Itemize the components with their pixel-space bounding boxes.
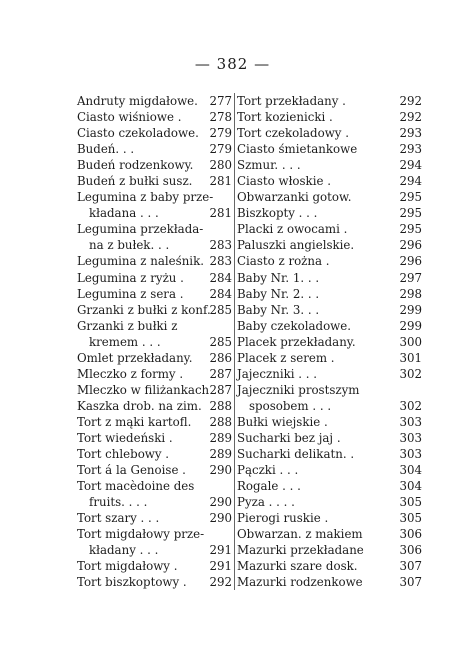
entry-title: na z bułek. . . [89, 238, 170, 253]
index-entry [237, 350, 422, 366]
entry-title: kładana . . . [89, 206, 159, 221]
entry-page: 305 [399, 511, 422, 526]
index-entry [77, 205, 232, 221]
entry-title: Bułki wiejskie . [237, 414, 328, 429]
index-entry [237, 334, 422, 350]
entry-title: Tort przekładany . [237, 94, 346, 108]
entry-title: Grzanki z bułki z konf. [77, 302, 211, 317]
index-entry [77, 398, 232, 414]
index-entry [77, 526, 232, 542]
entry-title: Tort czekoladowy . [237, 126, 349, 141]
entry-title: Jajeczniki prostszym [237, 382, 360, 397]
index-entry [237, 205, 422, 221]
entry-page: 291 [209, 559, 232, 574]
entry-page: 279 [209, 126, 232, 141]
index-entry [77, 318, 232, 334]
entry-page: 294 [399, 158, 422, 173]
entry-title: Tort migdałowy . [77, 559, 178, 574]
entry-page: 303 [399, 447, 422, 462]
entry-page: 279 [209, 142, 232, 157]
index-entry [237, 382, 422, 398]
entry-page: 281 [209, 174, 232, 189]
index-entry [237, 366, 422, 382]
index-entry [237, 286, 422, 302]
entry-page: 302 [399, 366, 422, 381]
entry-title: Legumina z baby prze- [77, 190, 214, 205]
entry-title: Pierogi ruskie . [237, 511, 329, 526]
entry-title: Tort biszkoptowy . [77, 575, 187, 590]
entry-title: Tort wiedeński . [77, 430, 173, 445]
entry-page: 303 [399, 430, 422, 445]
index-entry [237, 494, 422, 510]
entry-page: 296 [399, 254, 422, 269]
index-entry [237, 526, 422, 542]
entry-page: 295 [399, 206, 422, 221]
entry-page: 281 [209, 206, 232, 221]
entry-page: 286 [209, 350, 232, 365]
entry-title: Biszkopty . . . [237, 206, 318, 221]
entry-page: 293 [399, 142, 422, 157]
entry-title: Legumina przekłada- [77, 222, 204, 237]
index-entry [77, 462, 232, 478]
entry-page: 294 [399, 174, 422, 189]
entry-page: 296 [399, 238, 422, 253]
entry-title: Mazurki szare dosk. [237, 559, 358, 574]
index-entry [77, 558, 232, 574]
index-entry [77, 253, 232, 269]
entry-page: 284 [209, 270, 232, 285]
entry-page: 300 [399, 334, 422, 349]
entry-title: Placki z owocami . [237, 222, 348, 237]
entry-page: 298 [399, 286, 422, 301]
entry-title: Tort chlebowy . [77, 447, 170, 462]
index-entry [237, 109, 422, 125]
entry-page: 288 [209, 414, 232, 429]
index-entry [77, 302, 232, 318]
entry-title: Grzanki z bułki z [77, 318, 178, 333]
entry-page: 284 [209, 286, 232, 301]
index-entry [77, 270, 232, 286]
entry-page: 291 [209, 543, 232, 558]
entry-page: 285 [209, 334, 232, 349]
entry-title: Placek z serem . [237, 350, 335, 365]
index-entry [237, 93, 422, 109]
entry-page: 289 [209, 430, 232, 445]
index-entry [77, 109, 232, 125]
index-entry [237, 189, 422, 205]
index-entry [237, 558, 422, 574]
index-entry [237, 237, 422, 253]
entry-title: Tort macèdoine des [77, 479, 195, 494]
entry-page: 285 [209, 302, 232, 317]
index-entry [237, 510, 422, 526]
entry-title: sposobem . . . [249, 398, 332, 413]
entry-title: kremem . . . [89, 334, 161, 349]
entry-title: Tort z mąki kartofl. [77, 414, 192, 429]
index-entry [237, 318, 422, 334]
entry-title: Legumina z naleśnik. [77, 254, 204, 269]
entry-title: Omlet przekładany. [77, 350, 193, 365]
index-entry [77, 286, 232, 302]
entry-page: 290 [209, 495, 232, 510]
index-entry [77, 221, 232, 237]
index-entry [237, 173, 422, 189]
entry-title: Budeń z bułki susz. [77, 174, 193, 189]
index-entry [77, 446, 232, 462]
entry-page: 293 [399, 126, 422, 141]
entry-title: Ciasto z rożna . [237, 254, 330, 269]
entry-title: kładany . . . [89, 543, 159, 558]
entry-title: Ciasto włoskie . [237, 174, 331, 189]
index-entry [237, 446, 422, 462]
entry-title: Kaszka drob. na zim. [77, 398, 202, 413]
entry-page: 304 [399, 463, 422, 478]
entry-title: Ciasto śmietankowe [237, 142, 358, 157]
entry-title: Pączki . . . [237, 463, 299, 478]
index-entry [237, 478, 422, 494]
entry-page: 292 [399, 94, 422, 108]
entry-page: 278 [209, 110, 232, 125]
index-entry [237, 542, 422, 558]
entry-page: 297 [399, 270, 422, 285]
entry-page: 277 [209, 94, 232, 108]
index-entry [237, 398, 422, 414]
index-entry [237, 302, 422, 318]
index-entry [77, 430, 232, 446]
entry-title: Mleczko w filiżankach [77, 382, 210, 397]
entry-title: fruits. . . . [89, 495, 148, 510]
entry-page: 287 [209, 366, 232, 381]
entry-page: 302 [399, 398, 422, 413]
entry-page: 301 [399, 350, 422, 365]
entry-page: 299 [399, 302, 422, 317]
entry-page: 283 [209, 254, 232, 269]
index-entry [77, 510, 232, 526]
entry-title: Tort szary . . . [77, 511, 160, 526]
right-column [234, 93, 422, 590]
entry-title: Legumina z sera . [77, 286, 184, 301]
index-entry [77, 366, 232, 382]
entry-page: 307 [399, 575, 422, 590]
entry-page: 292 [399, 110, 422, 125]
entry-title: Placek przekładany. [237, 334, 356, 349]
index-entry [77, 334, 232, 350]
entry-title: Rogale . . . [237, 479, 301, 494]
entry-title: Szmur. . . . [237, 158, 301, 173]
entry-title: Mleczko z formy . [77, 366, 184, 381]
entry-title: Jajeczniki . . . [237, 366, 318, 381]
entry-title: Baby Nr. 1. . . [237, 270, 320, 285]
entry-title: Tort migdałowy prze- [77, 527, 205, 542]
index-entry [77, 478, 232, 494]
index-entry [77, 125, 232, 141]
entry-page: 306 [399, 543, 422, 558]
index-entry [237, 270, 422, 286]
index-entry [237, 430, 422, 446]
index-entry [237, 253, 422, 269]
entry-page: 306 [399, 527, 422, 542]
left-column [77, 93, 232, 590]
entry-title: Andruty migdałowe. [77, 94, 198, 108]
entry-page: 299 [399, 318, 422, 333]
entry-title: Paluszki angielskie. [237, 238, 355, 253]
entry-title: Legumina z ryżu . [77, 270, 184, 285]
index-entry [237, 157, 422, 173]
entry-title: Budeń. . . [77, 142, 135, 157]
index-entry [77, 574, 232, 590]
index-entry [237, 141, 422, 157]
entry-title: Ciasto czekoladowe. [77, 126, 199, 141]
entry-title: Tort kozienicki . [237, 110, 333, 125]
index-entry [237, 414, 422, 430]
entry-page: 305 [399, 495, 422, 510]
index-entry [237, 462, 422, 478]
index-entry [77, 157, 232, 173]
index-entry [77, 237, 232, 253]
index-entry [77, 494, 232, 510]
index-entry [77, 93, 232, 109]
entry-title: Pyza . . . . [237, 495, 295, 510]
index-entry [77, 173, 232, 189]
entry-title: Baby Nr. 2. . . [237, 286, 320, 301]
entry-title: Mazurki rodzenkowe [237, 575, 363, 590]
entry-page: 290 [209, 511, 232, 526]
entry-page: 289 [209, 447, 232, 462]
entry-title: Ciasto wiśniowe . [77, 110, 182, 125]
entry-title: Sucharki delikatn. . [237, 447, 355, 462]
entry-page: 303 [399, 414, 422, 429]
entry-page: 287 [209, 382, 232, 397]
entry-title: Mazurki przekładane [237, 543, 364, 558]
entry-page: 283 [209, 238, 232, 253]
entry-page: 290 [209, 463, 232, 478]
index-entry [77, 141, 232, 157]
entry-title: Budeń rodzenkowy. [77, 158, 194, 173]
entry-page: 288 [209, 398, 232, 413]
entry-page: 292 [209, 575, 232, 590]
page-number: — 382 — [194, 55, 271, 73]
index-entry [77, 414, 232, 430]
entry-page: 304 [399, 479, 422, 494]
entry-title: Obwarzanki gotow. [237, 190, 352, 205]
index-entry [77, 382, 232, 398]
entry-title: Tort á la Genoise . [77, 463, 186, 478]
index-entry [237, 125, 422, 141]
entry-page: 307 [399, 559, 422, 574]
entry-page: 295 [399, 190, 422, 205]
index-entry [77, 189, 232, 205]
entry-title: Baby Nr. 3. . . [237, 302, 320, 317]
entry-title: Baby czekoladowe. [237, 318, 352, 333]
entry-page: 295 [399, 222, 422, 237]
entry-title: Obwarzan. z makiem [237, 527, 363, 542]
entry-page: 280 [209, 158, 232, 173]
entry-title: Sucharki bez jaj . [237, 430, 341, 445]
index-entry [77, 542, 232, 558]
index-entry [77, 350, 232, 366]
index-entry [237, 574, 422, 590]
index-entry [237, 221, 422, 237]
